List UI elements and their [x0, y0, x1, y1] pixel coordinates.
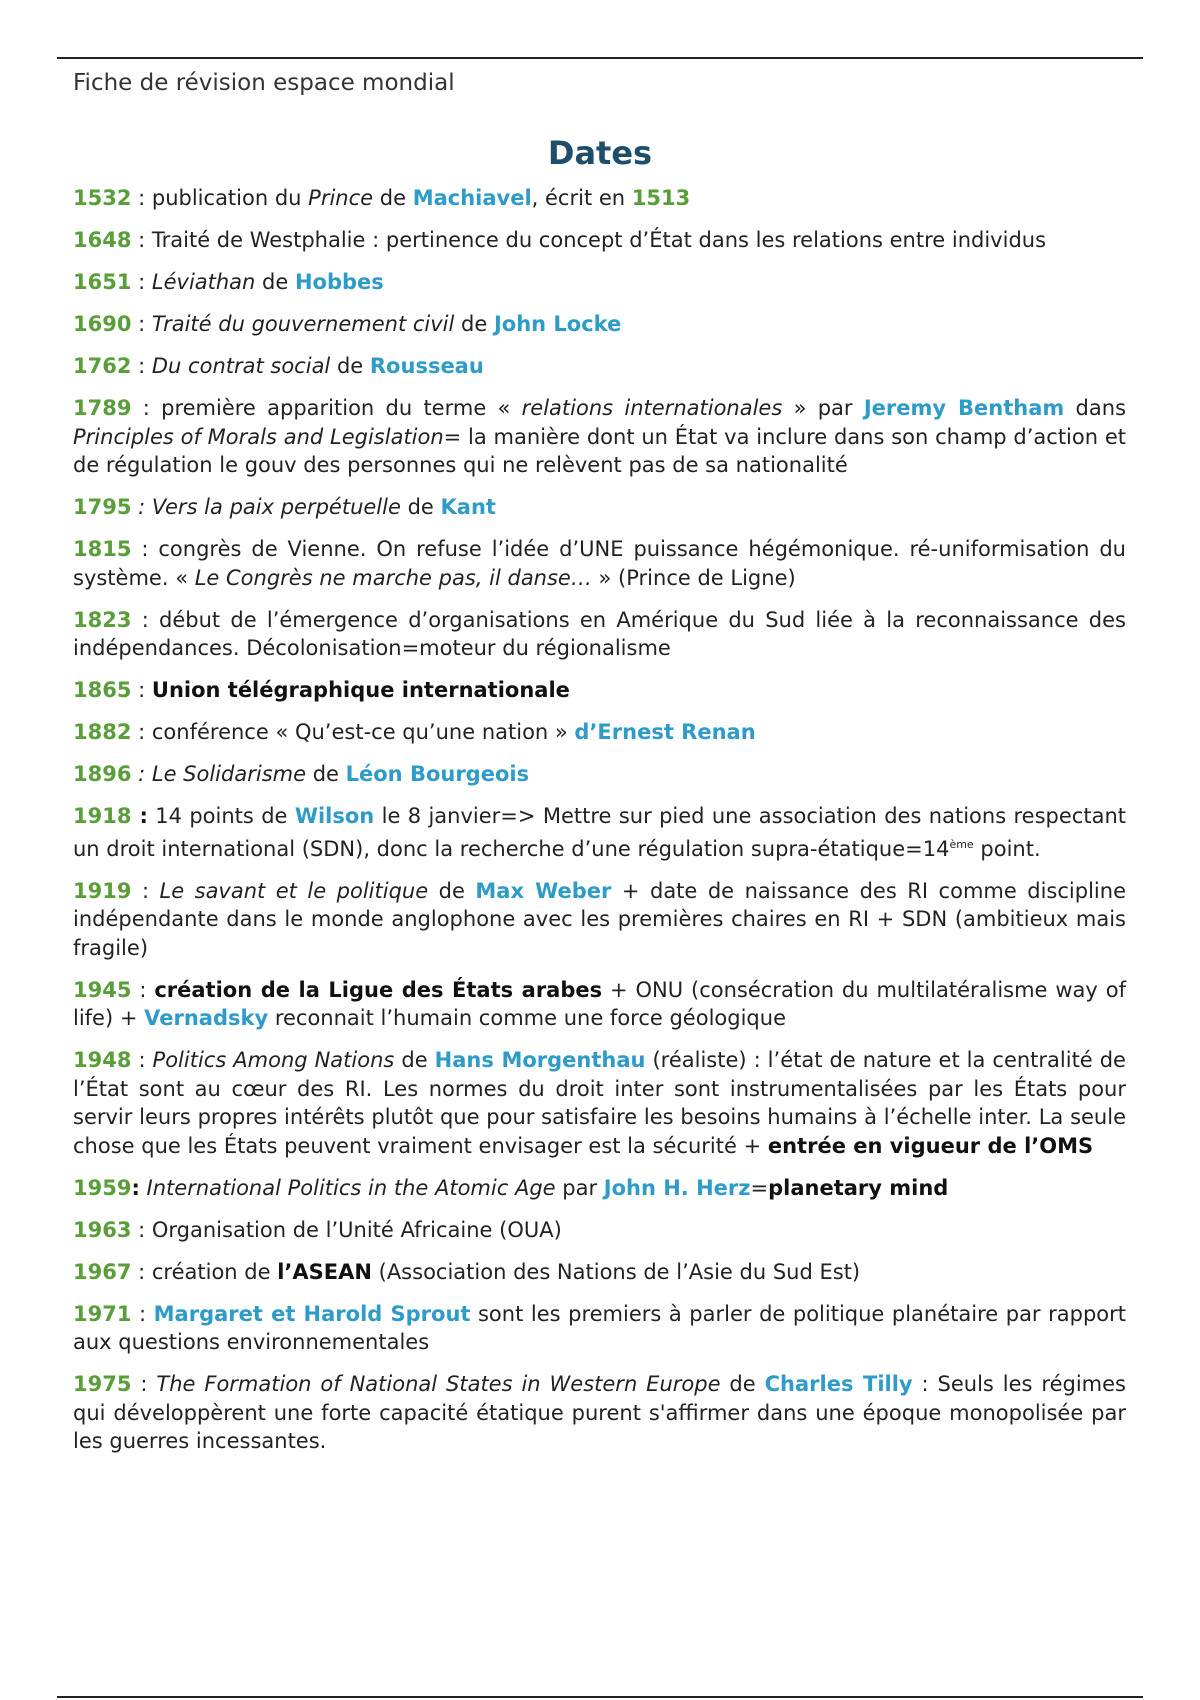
entry-text: (réaliste) : l’état de nature et la centralité de l’État sont au cœur des RI. Les normes du droit inter sont instrumentalisées par les États pour servir leurs propres intérêts plutôt que pour satisfaire les besoins humains à l’échelle inter. La seule chose que les États peuvent vraiment envisager est la sécurité +	[73, 1048, 1126, 1158]
date-entry	[73, 1174, 1126, 1203]
year: 1690	[73, 312, 132, 336]
year: 1651	[73, 270, 132, 294]
italic-title: : Le Solidarisme	[131, 762, 307, 786]
entry-text: le 8 janvier=> Mettre sur pied une association des nations respectant un droit international (SDN), donc la recherche d’une régulation supra-étatique=14	[73, 804, 1126, 861]
author-name: John H. Herz	[603, 1175, 751, 1200]
entry-text: :	[131, 1372, 157, 1396]
date-entry	[73, 184, 1126, 213]
bold-text: création de la Ligue des États arabes	[154, 977, 603, 1002]
date-entry	[73, 802, 1126, 863]
entry-text: :	[131, 878, 160, 903]
author-name: d’Ernest Renan	[574, 720, 756, 744]
entry-text: de	[373, 186, 413, 210]
author-name: Margaret et Harold Sprout	[153, 1301, 471, 1326]
entry-text: :	[131, 312, 152, 336]
entry-text: : début de l’émergence d’organisations en Amérique du Sud liée à la reconnaissance des indépendances. Décolonisation=moteur du régionalisme	[73, 607, 1126, 660]
year: 1959	[73, 1175, 132, 1200]
year: 1795	[73, 495, 132, 519]
entry-text: point.	[973, 836, 1041, 861]
bottom-rule	[57, 1696, 1143, 1698]
entry-text: » (Prince de Ligne)	[591, 565, 796, 590]
date-entry	[73, 1370, 1126, 1456]
year: 1896	[73, 762, 132, 786]
year: 1945	[73, 977, 132, 1002]
bold-text: :	[131, 804, 148, 828]
date-entry	[73, 1300, 1126, 1357]
entry-text: de	[720, 1372, 765, 1396]
entry-text: :	[131, 1048, 153, 1072]
entry-text: dans	[1064, 396, 1127, 420]
date-entry	[73, 1258, 1126, 1287]
year: 1815	[73, 537, 132, 561]
date-entry	[73, 352, 1126, 381]
author-name: Jeremy Bentham	[863, 396, 1065, 420]
italic-title: Léviathan	[151, 270, 256, 294]
italic-title: Prince	[308, 186, 374, 210]
page-header: Fiche de révision espace mondial	[73, 70, 455, 96]
year: 1789	[73, 396, 132, 420]
top-rule	[57, 57, 1143, 59]
year: 1882	[73, 720, 132, 744]
bold-text: planetary mind	[768, 1175, 949, 1200]
date-entry	[73, 268, 1126, 297]
date-entry	[73, 606, 1126, 663]
superscript: ème	[949, 837, 974, 851]
italic-title: International Politics in the Atomic Age	[146, 1175, 556, 1200]
author-name: Kant	[440, 495, 496, 519]
year: 1948	[73, 1048, 132, 1072]
entry-text: :	[131, 977, 155, 1002]
entry-text: :	[131, 354, 152, 378]
italic-title: Traité du gouvernement civil	[151, 312, 455, 336]
year: 1762	[73, 354, 132, 378]
entry-text: + ONU (consécration du multilatéralisme way of life) +	[73, 977, 1126, 1030]
entry-text: : congrès de Vienne. On refuse l’idée d’UNE puissance hégémonique. ré-uniformisation du système. «	[73, 537, 1126, 590]
year: 1648	[73, 228, 132, 252]
author-name: Vernadsky	[144, 1006, 269, 1030]
entry-text: de	[454, 312, 494, 336]
entry-text: de	[330, 354, 370, 378]
italic-title: Politics Among Nations	[152, 1048, 395, 1072]
bold-text: :	[131, 1175, 140, 1200]
entry-text	[140, 1176, 147, 1200]
entry-text: de	[428, 878, 476, 903]
date-entry	[73, 760, 1126, 789]
section-title: Dates	[547, 134, 653, 172]
entry-text: reconnait l’humain comme une force géologique	[268, 1006, 786, 1030]
entry-text: = la manière dont un État va inclure dans son champ d’action et de régulation le gouv des personnes qui ne relèvent pas de sa nationalité	[73, 424, 1126, 477]
entry-text: : Seuls les régimes qui développèrent une forte capacité étatique purent s'affirmer dans une époque monopolisée par les guerres incessantes.	[73, 1372, 1126, 1453]
entry-text: : conférence « Qu’est-ce qu’une nation »	[131, 720, 575, 744]
entry-text: sont les premiers à parler de politique planétaire par rapport aux questions environnementales	[73, 1301, 1126, 1354]
date-entry	[73, 877, 1126, 963]
entry-text: : publication du	[131, 186, 309, 210]
entry-text: » par	[782, 396, 864, 420]
year: 1975	[73, 1372, 132, 1396]
dates-list	[73, 184, 1126, 1469]
entry-text: de	[306, 762, 346, 786]
author-name: Hans Morgenthau	[434, 1048, 646, 1072]
author-name: Wilson	[294, 804, 375, 828]
italic-title: The Formation of National States in Western Europe	[156, 1372, 721, 1396]
bold-text: l’ASEAN	[277, 1259, 372, 1284]
author-name: Max Weber	[475, 878, 612, 903]
entry-text: de	[400, 495, 441, 519]
italic-title: Du contrat social	[151, 354, 331, 378]
entry-text: (Association des Nations de l’Asie du Sud Est)	[371, 1259, 861, 1284]
year: 1967	[73, 1259, 132, 1284]
date-entry	[73, 226, 1126, 255]
date-entry	[73, 718, 1126, 747]
entry-text: de	[394, 1048, 435, 1072]
year: 1865	[73, 678, 132, 702]
year: 1513	[631, 186, 691, 210]
entry-text: de	[255, 270, 295, 294]
author-name: John Locke	[493, 312, 622, 336]
date-entry	[73, 535, 1126, 592]
italic-title: Le savant et le politique	[159, 878, 429, 903]
entry-text: :	[131, 1301, 154, 1326]
date-entry	[73, 676, 1126, 705]
year: 1823	[73, 607, 132, 632]
entry-text: =	[750, 1175, 769, 1200]
italic-title: : Vers la paix perpétuelle	[131, 495, 401, 519]
italic-title: relations internationales	[521, 396, 783, 420]
date-entry	[73, 1046, 1126, 1160]
italic-title: Le Congrès ne marche pas, il danse…	[194, 565, 592, 590]
date-entry	[73, 1216, 1126, 1245]
entry-text: : création de	[131, 1259, 278, 1284]
entry-text: :	[131, 270, 152, 294]
entry-text: + date de naissance des RI comme discipline indépendante dans le monde anglophone avec les premières chaires en RI + SDN (ambitieux mais fragile)	[73, 878, 1126, 960]
date-entry	[73, 976, 1126, 1033]
entry-text: 14 points de	[147, 804, 295, 828]
entry-text: : première apparition du terme «	[131, 396, 522, 420]
date-entry	[73, 310, 1126, 339]
date-entry	[73, 394, 1126, 480]
date-entry	[73, 493, 1126, 522]
author-name: Léon Bourgeois	[345, 762, 530, 786]
year: 1918	[73, 804, 132, 828]
entry-text: :	[131, 678, 152, 702]
entry-text: par	[555, 1175, 604, 1200]
year: 1971	[73, 1301, 132, 1326]
year: 1532	[73, 186, 132, 210]
bold-text: entrée en vigueur de l’OMS	[767, 1133, 1094, 1158]
entry-text: : Traité de Westphalie : pertinence du concept d’État dans les relations entre individus	[131, 228, 1047, 252]
entry-text: , écrit en	[531, 186, 632, 210]
year: 1919	[73, 878, 132, 903]
author-name: Charles Tilly	[764, 1372, 913, 1396]
author-name: Hobbes	[294, 270, 384, 294]
bold-text: Union télégraphique internationale	[151, 678, 570, 702]
year: 1963	[73, 1217, 132, 1242]
italic-title: Principles of Morals and Legislation	[73, 424, 444, 449]
entry-text: : Organisation de l’Unité Africaine (OUA)	[131, 1217, 562, 1242]
author-name: Machiavel	[412, 186, 532, 210]
author-name: Rousseau	[369, 354, 484, 378]
